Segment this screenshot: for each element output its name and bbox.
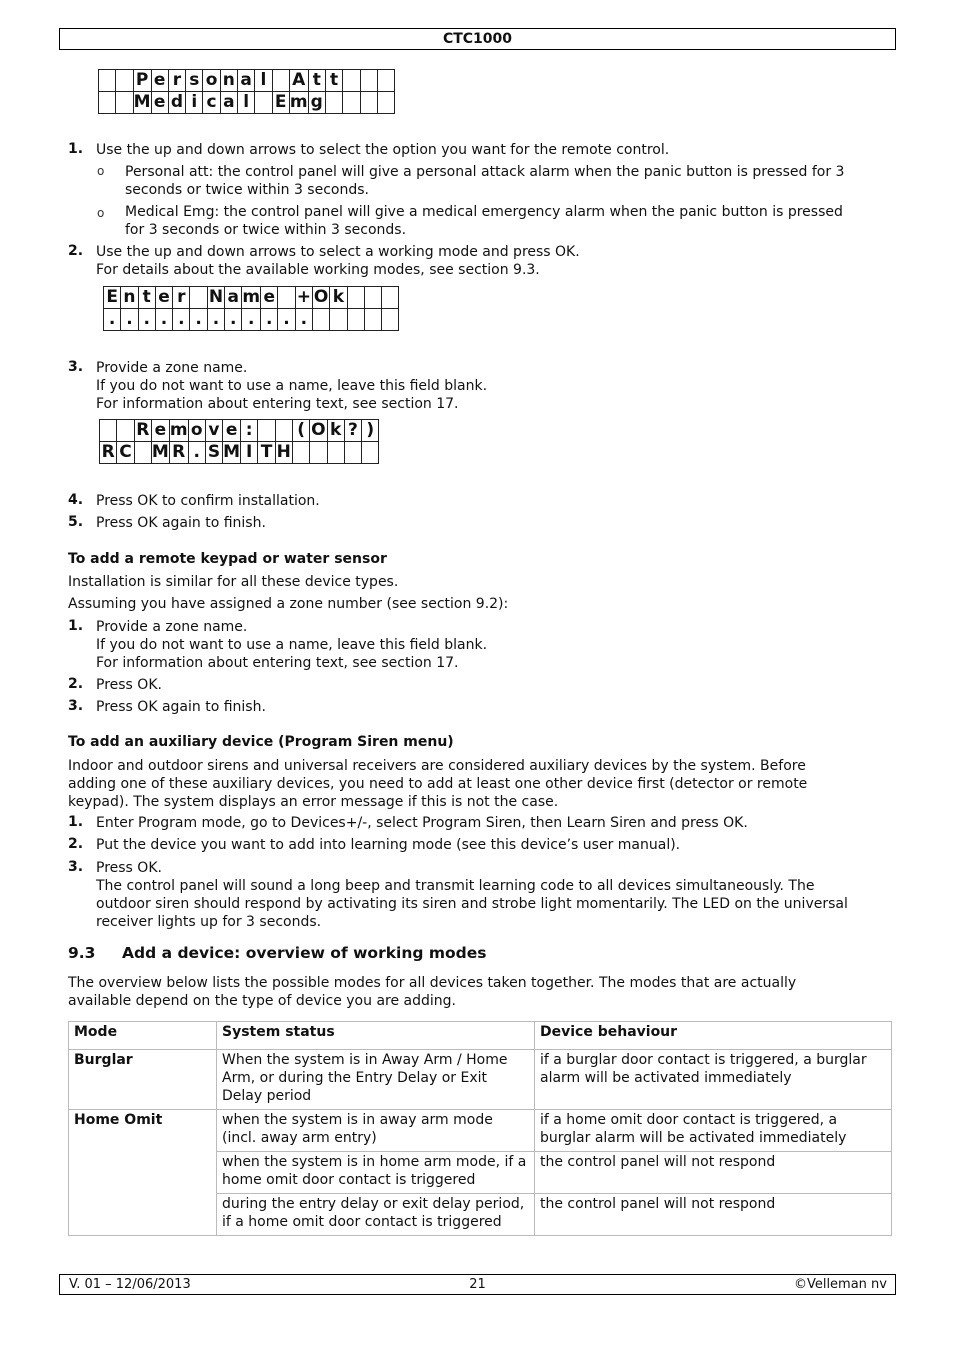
lcd-cell: . [121, 309, 138, 331]
lcd-cell [344, 442, 361, 464]
lcd-cell [116, 70, 133, 92]
lcd-cell: . [190, 309, 207, 331]
lcd-cell: r [168, 70, 185, 92]
lcd-cell [347, 287, 364, 309]
table-row [69, 1050, 892, 1110]
lcd-row [99, 92, 395, 114]
step-line: For details about the available working modes, see section 9.3. [96, 262, 540, 278]
step-text [96, 359, 487, 413]
lcd-cell: ? [344, 420, 361, 442]
lcd-cell: . [173, 309, 190, 331]
step-number: 5. [68, 514, 84, 530]
lcd-cell [292, 442, 309, 464]
step-number: 1. [68, 141, 84, 157]
bullet-marker: o [97, 164, 105, 178]
subheading-keypad: To add a remote keypad or water sensor [68, 551, 387, 567]
lcd-cell: T [258, 442, 275, 464]
step-text: Put the device you want to add into learning mode (see this device’s user manual). [96, 837, 681, 853]
lcd-cell [116, 92, 133, 114]
step-line: The control panel will sound a long beep and transmit learning code to all devices simultaneously. The [96, 878, 815, 894]
lcd-cell [272, 70, 289, 92]
lcd-cell: M [223, 442, 241, 462]
lcd-cell: N [208, 287, 224, 307]
lcd-cell: R [169, 442, 188, 464]
mode-cell: Burglar [69, 1050, 217, 1110]
lcd-cell [364, 287, 381, 309]
lcd-cell [364, 309, 381, 331]
lcd-cell: l [238, 92, 255, 114]
step-line: If you do not want to use a name, leave this field blank. [96, 637, 488, 653]
step-number: 4. [68, 492, 84, 508]
lcd-cell: k [330, 287, 347, 309]
lcd-cell: e [223, 420, 241, 442]
lcd-cell [343, 70, 360, 92]
lcd-cell: e [151, 420, 169, 442]
step-text: Press OK. [96, 677, 162, 693]
status-cell: when the system is in away arm mode (incl. away arm entry) [217, 1110, 535, 1152]
step-line: For information about entering text, see section 17. [96, 655, 459, 671]
step-number: 3. [68, 698, 84, 714]
lcd-cell [327, 442, 344, 464]
lcd-cell: n [220, 70, 237, 92]
status-cell: during the entry delay or exit delay period, if a home omit door contact is triggered [217, 1194, 535, 1236]
lcd-row [100, 420, 379, 442]
lcd-row [104, 287, 399, 309]
step-text: Press OK to confirm installation. [96, 493, 320, 509]
step-number: 2. [68, 243, 84, 259]
lcd-cell [99, 92, 116, 114]
paragraph-line: The overview below lists the possible modes for all devices taken together. The modes that are actually [68, 975, 797, 991]
lcd-cell: . [225, 309, 242, 331]
lcd-cell: a [238, 70, 255, 92]
lcd-cell: c [203, 92, 220, 114]
step-text: Use the up and down arrows to select the option you want for the remote control. [96, 142, 670, 158]
lcd-cell: + [296, 287, 311, 307]
lcd-cell: R [100, 442, 117, 464]
lcd-cell: m [242, 287, 261, 307]
column-header: System status [217, 1022, 535, 1050]
step-line: Press OK. [96, 860, 162, 876]
column-header: Mode [69, 1022, 217, 1050]
lcd-cell: . [242, 309, 261, 331]
lcd-cell: S [205, 442, 222, 464]
lcd-cell [362, 442, 379, 464]
lcd-cell [382, 287, 399, 309]
footer-copyright: ©Velleman nv [793, 1277, 887, 1292]
lcd-cell [99, 70, 116, 92]
lcd-display-personal-medical [98, 69, 395, 114]
step-number: 2. [68, 836, 84, 852]
lcd-cell [325, 92, 342, 114]
lcd-cell: P [133, 70, 151, 92]
behaviour-cell: if a home omit door contact is triggered, a burglar alarm will be activated immediately [535, 1110, 892, 1152]
lcd-cell: ) [362, 420, 379, 442]
column-header: Device behaviour [535, 1022, 892, 1050]
lcd-cell: r [173, 287, 190, 309]
working-modes-table [68, 1021, 892, 1236]
lcd-cell [100, 420, 117, 442]
lcd-cell: R [134, 420, 151, 442]
bullet-line: Personal att: the control panel will give a personal attack alarm when the panic button is pressed for 3 [125, 164, 845, 180]
lcd-cell [377, 92, 394, 114]
page-header [59, 28, 896, 50]
lcd-cell [190, 287, 207, 309]
lcd-cell: k [327, 420, 344, 442]
header-title: CTC1000 [442, 31, 513, 47]
step-number: 3. [68, 359, 84, 375]
step-text [96, 859, 896, 931]
lcd-cell: a [220, 92, 237, 114]
lcd-cell: e [155, 287, 172, 309]
step-text: Enter Program mode, go to Devices+/-, select Program Siren, then Learn Siren and press OK. [96, 815, 748, 831]
lcd-cell [377, 70, 394, 92]
lcd-cell: . [207, 309, 224, 331]
lcd-cell: n [121, 287, 138, 309]
paragraph-line: keypad). The system displays an error message if this is not the case. [68, 794, 559, 810]
behaviour-cell: the control panel will not respond [535, 1194, 892, 1236]
lcd-cell [310, 442, 327, 464]
lcd-cell: t [308, 70, 325, 92]
lcd-cell: : [241, 420, 258, 442]
lcd-cell: g [308, 92, 325, 114]
lcd-cell: . [138, 309, 155, 331]
lcd-cell: A [289, 70, 308, 92]
step-line: outdoor siren should respond by activating its siren and strobe light momentarily. The LED on the universal [96, 896, 848, 912]
lcd-cell [360, 92, 377, 114]
lcd-cell: C [117, 442, 134, 464]
lcd-row [99, 70, 395, 92]
step-number: 1. [68, 814, 84, 830]
lcd-cell: o [203, 70, 220, 92]
lcd-cell: i [186, 92, 203, 114]
bullet-item [125, 203, 885, 239]
lcd-cell [255, 92, 272, 114]
lcd-cell: . [104, 309, 121, 331]
lcd-cell: m [289, 92, 308, 112]
lcd-cell: H [276, 442, 291, 462]
step-line: Use the up and down arrows to select a working mode and press OK. [96, 244, 580, 260]
lcd-cell: t [325, 70, 342, 92]
bullet-marker: o [97, 206, 105, 220]
lcd-display-remove [99, 419, 379, 464]
footer-page-number: 21 [469, 1277, 486, 1292]
step-text [96, 243, 580, 279]
bullet-item [125, 163, 885, 199]
paragraph: Installation is similar for all these device types. [68, 574, 399, 590]
bullet-line: Medical Emg: the control panel will give a medical emergency alarm when the panic button is pressed [125, 204, 843, 220]
table-header-row [69, 1022, 892, 1050]
lcd-cell: a [225, 287, 242, 309]
subheading-auxiliary: To add an auxiliary device (Program Siren menu) [68, 734, 454, 750]
lcd-cell [275, 420, 292, 442]
step-number: 3. [68, 859, 84, 875]
status-cell: when the system is in home arm mode, if a home omit door contact is triggered [217, 1152, 535, 1194]
lcd-cell: O [313, 287, 329, 307]
lcd-cell [330, 309, 347, 331]
step-line: If you do not want to use a name, leave this field blank. [96, 378, 488, 394]
lcd-cell: . [188, 442, 205, 464]
lcd-cell [278, 287, 295, 309]
lcd-cell: o [188, 420, 205, 442]
page-footer [59, 1274, 896, 1295]
paragraph-line: adding one of these auxiliary devices, you need to add at least one other device first (detector or remote [68, 776, 808, 792]
step-text: Press OK again to finish. [96, 515, 266, 531]
lcd-cell [134, 442, 151, 464]
status-cell: When the system is in Away Arm / Home Arm, or during the Entry Delay or Exit Delay period [217, 1050, 535, 1110]
lcd-cell [258, 420, 275, 442]
lcd-cell: M [151, 442, 169, 462]
lcd-cell: E [272, 92, 289, 114]
lcd-cell: O [311, 420, 326, 440]
lcd-cell: v [205, 420, 222, 442]
footer-version: V. 01 – 12/06/2013 [69, 1277, 191, 1292]
lcd-cell: s [186, 70, 203, 92]
lcd-cell [343, 92, 360, 114]
step-text: Press OK again to finish. [96, 699, 266, 715]
lcd-cell [347, 309, 364, 331]
lcd-cell [117, 420, 134, 442]
lcd-cell: . [278, 309, 295, 331]
lcd-cell [312, 309, 329, 331]
lcd-cell: e [151, 92, 168, 114]
section-title: Add a device: overview of working modes [122, 944, 487, 962]
table-row [69, 1110, 892, 1152]
lcd-cell: m [169, 420, 188, 440]
lcd-cell: I [241, 442, 258, 464]
lcd-cell: . [155, 309, 172, 331]
paragraph [68, 757, 888, 811]
bullet-line: for 3 seconds or twice within 3 seconds. [125, 222, 407, 238]
lcd-cell: E [104, 287, 121, 309]
lcd-cell: l [255, 70, 272, 92]
step-line: For information about entering text, see section 17. [96, 396, 459, 412]
lcd-cell: M [133, 92, 151, 112]
bullet-line: seconds or twice within 3 seconds. [125, 182, 369, 198]
paragraph-line: Indoor and outdoor sirens and universal receivers are considered auxiliary devices by the system. Before [68, 758, 806, 774]
lcd-cell [382, 309, 399, 331]
lcd-cell: . [295, 309, 312, 331]
step-line: Provide a zone name. [96, 619, 248, 635]
mode-cell: Home Omit [69, 1110, 217, 1236]
step-text [96, 618, 487, 672]
step-line: receiver lights up for 3 seconds. [96, 914, 322, 930]
section-number: 9.3 [68, 944, 96, 962]
lcd-cell: t [138, 287, 155, 309]
paragraph-line: available depend on the type of device you are adding. [68, 993, 456, 1009]
step-number: 1. [68, 618, 84, 634]
lcd-cell: d [168, 92, 185, 114]
paragraph: Assuming you have assigned a zone number (see section 9.2): [68, 596, 509, 612]
step-line: Provide a zone name. [96, 360, 248, 376]
lcd-cell: e [151, 70, 168, 92]
step-number: 2. [68, 676, 84, 692]
lcd-row [104, 309, 399, 331]
behaviour-cell: the control panel will not respond [535, 1152, 892, 1194]
lcd-cell: ( [292, 420, 309, 442]
lcd-cell [360, 70, 377, 92]
lcd-display-enter-name [103, 286, 399, 331]
lcd-row [100, 442, 379, 464]
behaviour-cell: if a burglar door contact is triggered, a burglar alarm will be activated immediately [535, 1050, 892, 1110]
lcd-cell: e [261, 287, 278, 309]
lcd-cell: . [261, 309, 278, 331]
paragraph [68, 974, 888, 1010]
